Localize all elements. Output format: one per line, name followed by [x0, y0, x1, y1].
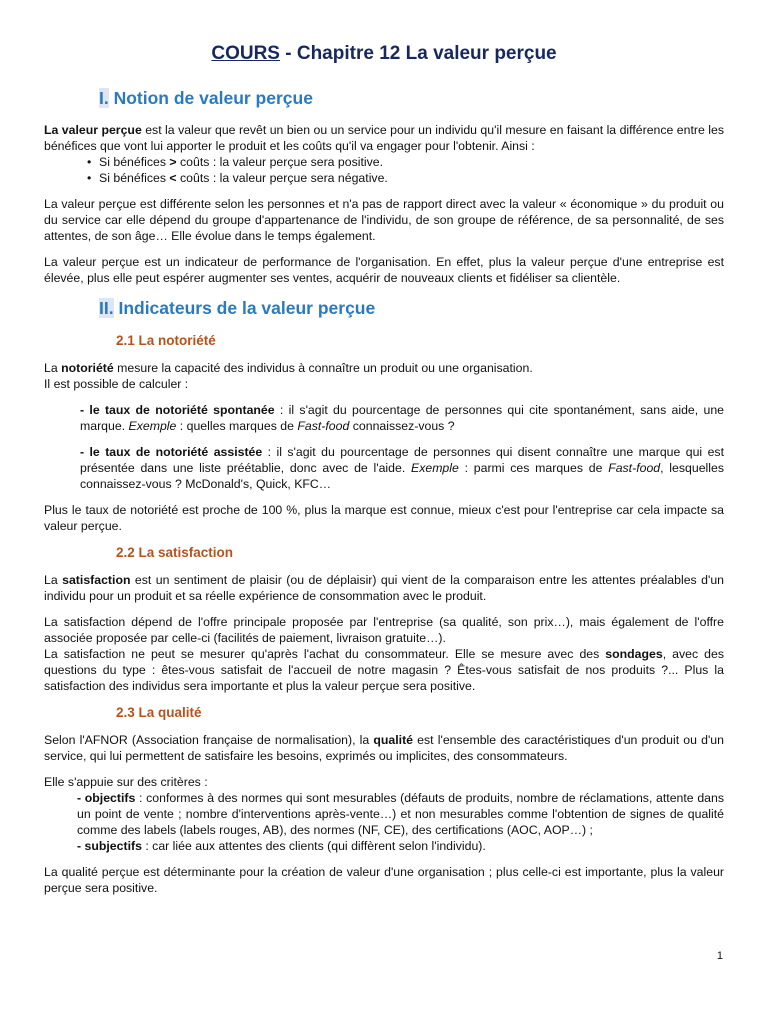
notoriete-conclusion: Plus le taux de notoriété est proche de 100 %, plus la marque est connue, mieux c'est pour l'entreprise car cela impacte sa valeur perçue.	[44, 503, 724, 533]
satisfaction-mesure-c: , avec des questions du type : êtes-vous satisfait de l'accueil de notre magasin ? Êtes-vous satisfait de nos produits ?... Plus la satisfaction des individus sera importante et plus la valeur perçue sera positive.	[44, 647, 724, 693]
satisfaction-mesure-a: La satisfaction ne peut se mesurer qu'après l'achat du consommateur. Elle se mesure avec des	[44, 647, 606, 661]
taux-assistee-label: - le taux de notoriété assistée	[80, 445, 263, 459]
spacer	[44, 854, 724, 864]
page-title	[44, 42, 724, 66]
taux-spontanee	[80, 402, 724, 434]
critere-subjectifs	[77, 838, 724, 854]
paragraph-performance: La valeur perçue est un indicateur de performance de l'organisation. En effet, plus la valeur perçue d'une entreprise est élevée, plus elle peut espérer augmenter ses ventes, acquérir de nouveaux clients et fidéliser sa clientèle.	[44, 255, 724, 285]
subsection-notoriete: 2.1 La notoriété	[116, 333, 216, 348]
taux-assistee-text2: : parmi ces marques de	[458, 461, 609, 475]
page-number: 1	[716, 950, 723, 962]
qualite-criteres	[77, 790, 724, 854]
definition-term: La valeur perçue	[44, 123, 142, 137]
notoriete-calc-intro: Il est possible de calculer :	[44, 377, 189, 391]
satisfaction-def-c: est un sentiment de plaisir (ou de déplaisir) qui vient de la comparaison entre les attentes préalables d'un individu pour un produit et sa réelle expérience de consommation avec le produit.	[44, 573, 724, 603]
subsection-satisfaction: 2.2 La satisfaction	[116, 545, 234, 560]
satisfaction-offre: La satisfaction dépend de l'offre principale proposée par l'entreprise (sa qualité, son prix…), mais également de l'offre associée proposée par celle-ci (facilités de paiement, livraison gratuite…).	[44, 615, 724, 645]
bullet-negative-a: Si bénéfices	[99, 171, 170, 185]
critere-subjectifs-label: - subjectifs	[77, 839, 142, 853]
document-page	[44, 42, 724, 906]
qualite-criteres-intro: Elle s'appuie sur des critères :	[44, 775, 208, 789]
qualite-def-c: est l'ensemble des caractéristiques d'un produit ou d'un service, qui lui permettent de satisfaire les besoins, exprimés ou implicites, des consommateurs.	[44, 733, 724, 763]
paragraph-difference: La valeur perçue est différente selon les personnes et n'a pas de rapport direct avec la valeur « économique » du produit ou du service car elle dépend du groupe d'appartenance de l'individu, de son groupe de référence, de sa personnalité, de ses attentes, de son âge… Elle évolue dans le temps également.	[44, 197, 724, 243]
bullet-negative-c: coûts : la valeur perçue sera négative.	[176, 171, 388, 185]
taux-assistee-exemple: Exemple	[411, 461, 459, 475]
definition-text: est la valeur que revêt un bien ou un service pour un individu qu'il mesure en faisant la différence entre les bénéfices que vont lui apporter le produit et les coûts qu'il va engager pour l'obtenir. Ainsi :	[44, 123, 724, 153]
satisfaction-definition	[44, 572, 724, 604]
subsection-qualite: 2.3 La qualité	[116, 705, 202, 720]
title-cours: COURS	[211, 43, 280, 64]
bullet-negative-sign: <	[169, 171, 177, 185]
taux-spontanee-text: : il s'agit du pourcentage de personnes qui cite spontanément, sans aide, une marque.	[80, 403, 725, 433]
taux-spontanee-exemple: Exemple	[128, 419, 177, 433]
bullet-positive-sign: >	[169, 155, 177, 169]
notoriete-term: notoriété	[61, 361, 114, 375]
section-2-title: Indicateurs de la valeur perçue	[113, 298, 376, 318]
bullet-negative	[99, 170, 724, 186]
satisfaction-term: satisfaction	[62, 573, 131, 587]
taux-spontanee-label: - le taux de notoriété spontanée	[80, 403, 275, 417]
section-2-number: II.	[99, 298, 114, 318]
taux-assistee-text: : il s'agit du pourcentage de personnes qui disent connaître une marque qui est présentée dans une liste préétablie, donc avec de l'aide.	[80, 445, 724, 475]
spacer	[44, 492, 724, 502]
notoriete-definition	[44, 360, 724, 376]
taux-spontanee-text3: connaissez-vous ?	[349, 419, 455, 433]
section-2-heading	[99, 296, 724, 320]
qualite-def-a: Selon l'AFNOR (Association française de normalisation), la	[44, 733, 374, 747]
title-rest: - Chapitre 12 La valeur perçue	[279, 43, 557, 64]
notoriete-def-c: mesure la capacité des individus à connaître un produit ou une organisation.	[113, 361, 533, 375]
definition-paragraph	[44, 122, 724, 154]
critere-subjectifs-text: : car liée aux attentes des clients (qui diffèrent selon l'individu).	[141, 839, 486, 853]
critere-objectifs-label: - objectifs	[77, 791, 136, 805]
notoriete-rates	[80, 402, 724, 492]
section-1-heading	[99, 86, 724, 110]
taux-assistee	[80, 444, 724, 492]
bullet-list	[44, 154, 724, 186]
section-1-title: Notion de valeur perçue	[108, 88, 313, 108]
taux-spontanee-fastfood: Fast-food	[297, 419, 350, 433]
satisfaction-def-a: La	[44, 573, 63, 587]
critere-objectifs-text: : conformes à des normes qui sont mesurables (défauts de produits, nombre de réclamations, attente dans un point de vente ; nombre d'interventions après-vente…) et non mesurables comme l'obtention de signes de qualité comme des labels (labels rouges, AB), des normes (NF, CE), des certifications (AOC, AOP…) ;	[77, 791, 724, 837]
bullet-positive	[99, 154, 724, 170]
taux-assistee-fastfood: Fast-food	[608, 461, 661, 475]
qualite-definition	[44, 732, 724, 764]
taux-spontanee-text2: : quelles marques de	[176, 419, 298, 433]
section-1-number: I.	[99, 88, 109, 108]
satisfaction-mesure	[44, 646, 724, 694]
spacer	[80, 434, 724, 444]
qualite-conclusion: La qualité perçue est déterminante pour la création de valeur d'une organisation ; plus celle-ci est importante, plus la valeur perçue sera positive.	[44, 865, 724, 895]
critere-objectifs	[77, 790, 724, 838]
taux-assistee-text3: , lesquelles connaissez-vous ? McDonald's, Quick, KFC…	[80, 461, 724, 491]
satisfaction-sondages: sondages	[605, 647, 663, 661]
bullet-positive-c: coûts : la valeur perçue sera positive.	[176, 155, 384, 169]
bullet-positive-a: Si bénéfices	[99, 155, 170, 169]
qualite-term: qualité	[373, 733, 414, 747]
notoriete-def-a: La	[44, 361, 62, 375]
